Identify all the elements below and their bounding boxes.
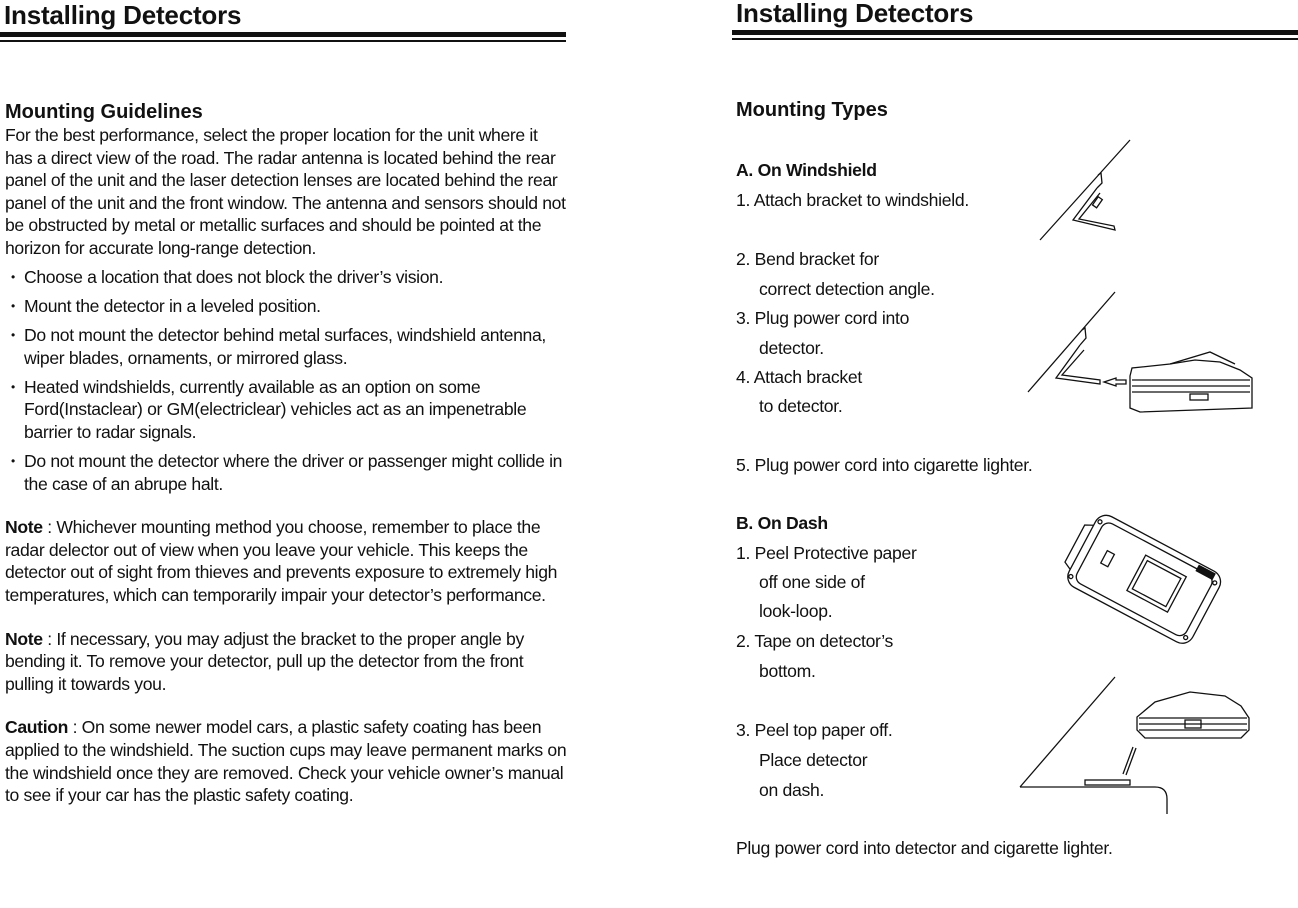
page-header: Installing Detectors [4,0,242,30]
bullet-icon: • [11,379,15,394]
left-body [5,124,567,807]
step-line: detector. [759,338,824,358]
step-line: Place detector [759,750,868,770]
step-line: on dash. [759,780,825,800]
note-paragraph: Note : If necessary, you may adjust the bracket to the proper angle by bending it. To remove your detector, pull up the detector from the front pulling it towards you. [5,628,524,694]
header-rule-thick [0,32,566,37]
caution-paragraph: Caution : On some newer model cars, a plastic safety coating has been applied to the windshield. The suction cups may leave permanent marks on the windshield once they are removed. Check your vehicle owner’s manual to see if your car has the plastic safety coating. [5,717,567,806]
detector-on-dash-icon [1015,672,1255,822]
step-line: to detector. [759,396,843,416]
step-line: 2. Tape on detector’s [736,631,894,651]
header-rule-thick [732,30,1298,35]
header-rule-thin [732,38,1298,40]
note-paragraph: Note : Whichever mounting method you choose, remember to place the radar delector out of view when you leave your vehicle. This keeps the detector out of sight from thieves and prevents exposure to extremely high temperatures, which can temporarily impair your detector’s performance. [5,517,558,606]
step-line: 3. Plug power cord into [736,308,910,328]
detector-bottom-icon [1055,512,1235,652]
bullet-icon: • [11,298,15,313]
guidelines-list [5,266,567,496]
step-line: 1. Peel Protective paper [736,543,917,563]
bracket-with-detector-icon [1020,290,1260,420]
step-line: off one side of [759,572,865,592]
note-label: Note [5,517,43,538]
list-item: • Mount the detector in a leveled position. [11,295,321,316]
step-line: 4. Attach bracket [736,367,862,387]
list-item: • Heated windshields, currently available as an option on some Ford(Instaclear) or GM(electriclear) vehicles act as an impenetrable barrier to radar signals. [11,376,527,442]
list-item: • Choose a location that does not block the driver’s vision. [11,266,444,287]
section-heading: Mounting Types [736,99,888,121]
intro-paragraph: For the best performance, select the proper location for the unit where it has a direct view of the road. The radar antenna is located behind the rear panel of the unit and the laser detection lenses are located behind the rear panel of the unit and the front window. The antenna and sensors should not be obstructed by metal or metallic surfaces and should be pointed at the horizon for accurate long-range detection. [5,125,566,258]
step-line: 1. Attach bracket to windshield. [736,190,969,210]
step-line: 3. Peel top paper off. [736,720,893,740]
page-header: Installing Detectors [736,0,974,28]
step-line: 2. Bend bracket for [736,249,879,269]
subsection-title: A. On Windshield [736,160,877,180]
section-heading: Mounting Guidelines [5,101,203,123]
note-label: Note [5,628,43,649]
bullet-icon: • [11,327,15,342]
list-item: • Do not mount the detector where the driver or passenger might collide in the case of an abrupe halt. [11,451,563,494]
subsection-title: B. On Dash [736,513,828,533]
step-line: 5. Plug power cord into cigarette lighter. [736,455,1033,475]
left-page [0,0,580,908]
step-line: correct detection angle. [759,279,935,299]
bullet-icon: • [11,269,15,284]
windshield-bracket-icon [1035,135,1145,245]
list-item: • Do not mount the detector behind metal surfaces, windshield antenna, wiper blades, ornaments, or mirrored glass. [11,324,546,368]
header-rule-thin [0,40,566,42]
step-line: look-loop. [759,601,833,621]
caution-label: Caution [5,717,69,738]
bullet-icon: • [11,454,15,469]
footer-instruction: Plug power cord into detector and cigarette lighter. [736,838,1113,858]
step-line: bottom. [759,661,816,681]
